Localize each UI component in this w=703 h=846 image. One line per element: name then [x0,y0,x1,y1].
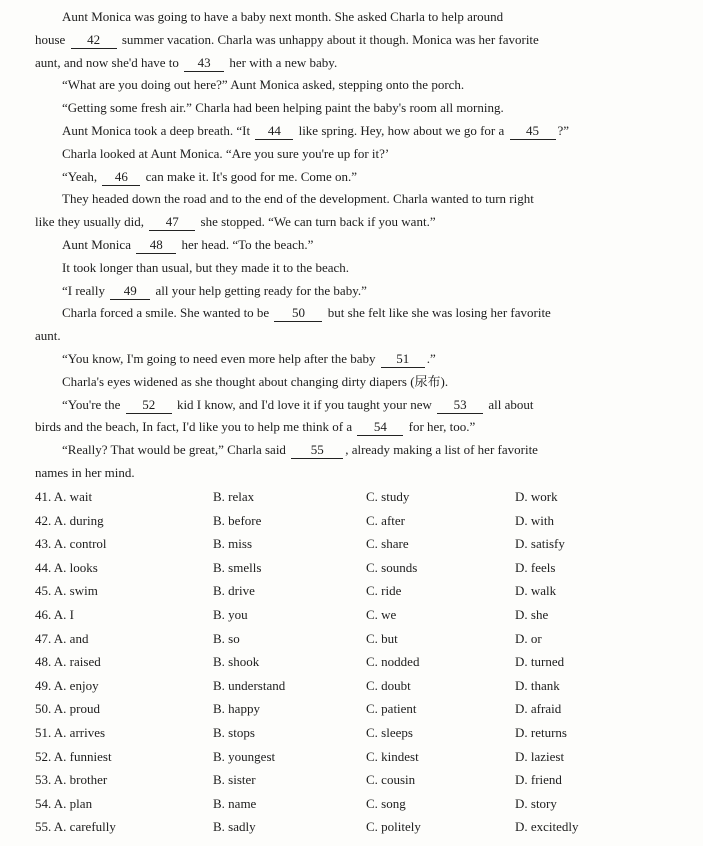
cloze-passage [0,6,703,485]
question-48-option-c: C. nodded [366,654,420,670]
option-text: A. during [53,512,104,528]
passage-line [0,462,703,485]
question-54-option-c: C. song [366,795,406,811]
passage-line [0,143,703,166]
blank-52: 52 [126,397,172,414]
passage-line [0,416,703,439]
question-44-option-d: D. feels [515,559,556,575]
question-45-option-a: 45. A. swim [35,583,98,599]
passage-text: but she felt like she was losing her favorite [324,305,551,321]
passage-line [0,257,703,280]
question-53 [0,769,703,793]
passage-text: Aunt Monica [62,236,135,252]
question-number: 44 [35,559,48,575]
question-55 [0,816,703,840]
question-43-option-b: B. miss [213,536,253,552]
passage-text: “Really? That would be great,” Charla said [62,442,290,458]
passage-text: Charla forced a smile. She wanted to be [62,305,273,321]
question-53-option-b: B. sister [213,772,256,788]
question-52-option-b: B. youngest [213,748,276,764]
question-45-option-c: C. ride [366,583,402,599]
passage-text: all about [485,396,534,412]
question-41-option-d: D. work [515,489,558,504]
question-41-option-b: B. relax [213,489,255,504]
passage-text: for her, too.” [405,419,476,435]
question-number: 53 [35,772,48,788]
blank-46: 46 [102,169,140,186]
question-number: 47 [35,630,48,646]
question-52 [0,746,703,770]
question-51-option-a: 51. A. arrives [35,724,106,740]
question-41-option-a: 41. A. wait [35,489,93,504]
question-number: 48 [35,654,48,670]
question-54-option-a: 54. A. plan [35,795,93,811]
question-48-option-b: B. shook [213,654,260,670]
passage-text: all your help getting ready for the baby.” [152,282,367,298]
option-text: A. plan [53,795,93,811]
blank-43: 43 [184,55,224,72]
passage-line [0,166,703,189]
blank-48: 48 [136,237,176,254]
passage-line [0,439,703,462]
question-46-option-c: C. we [366,606,397,622]
blank-49: 49 [110,283,150,300]
option-text: A. looks [53,559,98,575]
passage-text: like spring. Hey, how about we go for a [295,122,508,138]
question-43-option-a: 43. A. control [35,536,107,552]
blank-44: 44 [255,123,293,140]
passage-text: “Getting some fresh air.” Charla had been helping paint the baby's room all morning. [62,100,504,116]
question-number: 46 [35,606,48,622]
question-42-option-a: 42. A. during [35,512,104,528]
question-41-option-c: C. study [366,489,410,504]
question-49-option-c: C. doubt [366,677,411,693]
question-48-option-d: D. turned [515,654,565,670]
blank-51: 51 [381,351,425,368]
option-text: A. enjoy [53,677,99,693]
option-text: A. carefully [53,819,116,835]
passage-line [0,97,703,120]
question-number: 52 [35,748,48,764]
question-number: 50 [35,701,48,717]
passage-text: They headed down the road and to the end of the development. Charla wanted to turn right [62,191,534,207]
passage-text: “Yeah, [62,168,101,184]
question-44 [0,557,703,581]
passage-text: .” [426,350,436,366]
question-50-option-d: D. afraid [515,701,562,717]
question-53-option-c: C. cousin [366,772,416,788]
passage-text: Charla's eyes widened as she thought about changing dirty diapers (尿布). [62,373,449,389]
question-42 [0,510,703,534]
question-number: 45 [35,583,48,599]
question-54 [0,793,703,817]
option-text: A. proud [53,701,101,717]
question-53-option-a: 53. A. brother [35,772,108,788]
question-50-option-b: B. happy [213,701,260,717]
option-text: A. and [53,630,89,646]
passage-line [0,302,703,325]
question-number: 49 [35,677,48,693]
question-49 [0,675,703,699]
passage-text: ?” [557,122,570,138]
question-55-option-b: B. sadly [213,819,256,835]
passage-text: names in her mind. [35,464,135,480]
question-47-option-b: B. so [213,630,240,646]
blank-47: 47 [149,214,195,231]
passage-text: It took longer than usual, but they made it to the beach. [62,259,350,275]
question-47-option-c: C. but [366,630,398,646]
question-number: 55 [35,819,48,835]
question-41 [0,486,703,510]
passage-line [0,325,703,348]
passage-text: Aunt Monica took a deep breath. “It [62,122,254,138]
passage-line [0,6,703,29]
passage-text: “I really [62,282,109,298]
question-number: 51 [35,724,48,740]
question-42-option-c: C. after [366,512,405,528]
passage-text: aunt. [35,328,61,344]
passage-line [0,211,703,234]
option-text: A. control [53,536,107,552]
option-text: A. swim [53,583,98,599]
question-46-option-a: 46. A. I [35,606,75,622]
passage-line [0,74,703,97]
question-43-option-c: C. share [366,536,409,552]
question-50-option-a: 50. A. proud [35,701,101,717]
question-52-option-c: C. kindest [366,748,419,764]
passage-text: can make it. It's good for me. Come on.” [142,168,358,184]
question-45 [0,580,703,604]
question-43-option-d: D. satisfy [515,536,565,552]
passage-line [0,188,703,211]
question-44-option-c: C. sounds [366,559,418,575]
passage-line [0,280,703,303]
question-50 [0,698,703,722]
question-55-option-d: D. excitedly [515,819,579,835]
passage-line [0,52,703,75]
passage-text: “You're the [62,396,124,412]
passage-text: summer vacation. Charla was unhappy about it though. Monica was her favorite [118,31,539,47]
question-51-option-c: C. sleeps [366,724,413,740]
passage-text: “What are you doing out here?” Aunt Monica asked, stepping onto the porch. [62,77,465,93]
passage-text: aunt, and now she'd have to [35,54,183,70]
question-53-option-d: D. friend [515,772,562,788]
question-55-option-a: 55. A. carefully [35,819,116,835]
passage-text: , already making a list of her favorite [345,442,538,458]
question-51-option-d: D. returns [515,724,567,740]
question-number: 43 [35,536,48,552]
question-46-option-d: D. she [515,606,549,622]
question-51-option-b: B. stops [213,724,255,740]
option-text: A. funniest [53,748,112,764]
question-46 [0,604,703,628]
passage-text: “You know, I'm going to need even more help after the baby [62,350,379,366]
passage-text: birds and the beach, In fact, I'd like you to help me think of a [35,419,356,435]
question-49-option-d: D. thank [515,677,560,693]
passage-line [0,120,703,143]
question-44-option-a: 44. A. looks [35,559,98,575]
passage-line [0,348,703,371]
passage-text: her with a new baby. [226,54,338,70]
blank-50: 50 [274,305,322,322]
passage-line [0,371,703,394]
blank-54: 54 [357,419,403,436]
question-42-option-b: B. before [213,512,262,528]
passage-line [0,394,703,417]
question-54-option-d: D. story [515,795,557,811]
passage-text: house [35,31,69,47]
passage-line [0,234,703,257]
question-52-option-d: D. laziest [515,748,565,764]
option-text: A. I [53,606,75,622]
question-45-option-d: D. walk [515,583,557,599]
passage-line [0,29,703,52]
question-45-option-b: B. drive [213,583,255,599]
question-43 [0,533,703,557]
blank-53: 53 [437,397,483,414]
passage-text: Aunt Monica was going to have a baby next month. She asked Charla to help around [62,9,504,24]
passage-text: like they usually did, [35,214,148,230]
passage-text: kid I know, and I'd love it if you taught your new [173,396,436,412]
passage-text: Charla looked at Aunt Monica. “Are you sure you're up for it?’ [62,145,390,161]
blank-42: 42 [71,32,117,49]
question-number: 54 [35,795,48,811]
question-50-option-c: C. patient [366,701,417,717]
question-47-option-a: 47. A. and [35,630,89,646]
blank-55: 55 [291,442,343,459]
question-number: 41 [35,489,48,504]
question-54-option-b: B. name [213,795,257,811]
question-48-option-a: 48. A. raised [35,654,101,670]
blank-45: 45 [510,123,556,140]
option-text: A. arrives [53,724,106,740]
question-51 [0,722,703,746]
question-46-option-b: B. you [213,606,248,622]
question-44-option-b: B. smells [213,559,262,575]
question-47 [0,628,703,652]
question-number: 42 [35,512,48,528]
question-52-option-a: 52. A. funniest [35,748,112,764]
passage-text: she stopped. “We can turn back if you want.” [197,214,436,230]
option-text: A. wait [53,489,93,504]
question-48 [0,651,703,675]
question-49-option-a: 49. A. enjoy [35,677,99,693]
passage-text: her head. “To the beach.” [178,236,314,252]
question-49-option-b: B. understand [213,677,286,693]
option-text: A. brother [53,772,108,788]
question-47-option-d: D. or [515,630,542,646]
question-55-option-c: C. politely [366,819,421,835]
option-text: A. raised [53,654,101,670]
question-42-option-d: D. with [515,512,554,528]
answer-options [0,486,703,840]
